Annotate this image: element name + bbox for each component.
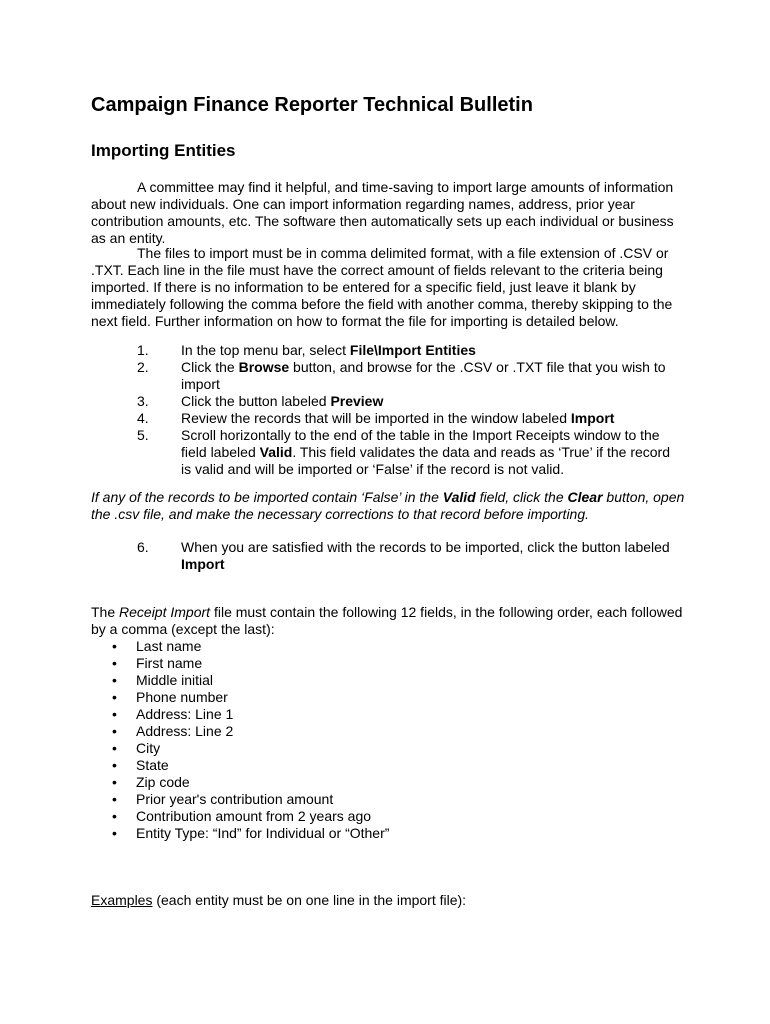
list-item [91, 757, 591, 774]
field-name: Phone number [136, 689, 228, 705]
list-item [91, 638, 591, 655]
list-item [91, 672, 591, 689]
text-line: about new individuals. One can import information regarding names, address, prior year [91, 196, 635, 212]
receipt-text: The [91, 604, 120, 620]
step-text: When you are satisfied with the records to be imported, click the button labeled [181, 539, 670, 555]
field-name: Address: Line 2 [136, 723, 234, 739]
steps-list [91, 342, 691, 478]
bullet-icon: • [112, 791, 117, 807]
note-text: If any of the records to be imported contain ‘False’ in the [91, 489, 443, 505]
field-name: State [136, 757, 169, 773]
step-text: Review the records that will be imported in the window labeled [181, 410, 571, 426]
step-text: Click the [181, 359, 239, 375]
bullet-icon: • [112, 655, 117, 671]
bullet-icon: • [112, 723, 117, 739]
valid-label: Valid [442, 489, 476, 505]
list-item [91, 393, 691, 410]
list-item [91, 706, 591, 723]
bullet-icon: • [112, 757, 117, 773]
intro-paragraph-1 [91, 179, 681, 247]
bullet-icon: • [112, 740, 117, 756]
step-text: button, and browse for the .CSV or .TXT file that you wish to [289, 359, 666, 375]
note-text: button, open [602, 489, 685, 505]
receipt-import-paragraph [91, 604, 681, 638]
step-text: In the top menu bar, select [181, 342, 350, 358]
text-line: immediately following the comma before the field with another comma, thereby skipping to the [91, 296, 673, 312]
bullet-icon: • [112, 638, 117, 654]
text-line: The files to import must be in comma delimited format, with a file extension of .CSV or [137, 245, 669, 261]
step-text: field labeled [181, 444, 260, 460]
list-item [91, 808, 591, 825]
text-line: imported. If there is no information to be entered for a specific field, just leave it blank by [91, 279, 636, 295]
list-item [91, 359, 691, 393]
bullet-icon: • [112, 706, 117, 722]
list-item [91, 723, 591, 740]
list-item [91, 740, 591, 757]
text-line: next field. Further information on how to format the file for importing is detailed below. [91, 313, 619, 329]
menu-path: File\Import Entities [349, 342, 476, 358]
field-name: Prior year's contribution amount [136, 791, 334, 807]
list-item [91, 791, 591, 808]
list-item [91, 342, 691, 359]
text-line: as an entity. [91, 230, 166, 246]
list-item [91, 410, 691, 427]
text-line: A committee may find it helpful, and time-saving to import large amounts of information [137, 179, 674, 195]
list-item [91, 774, 591, 791]
browse-label: Browse [238, 359, 290, 375]
warning-note [91, 489, 691, 523]
steps-list-continued [91, 539, 691, 573]
step-number: 3. [137, 393, 149, 409]
bullet-icon: • [112, 825, 117, 841]
step-text: Click the button labeled [181, 393, 331, 409]
step-number: 1. [137, 342, 149, 358]
receipt-text: by a comma (except the last): [91, 621, 275, 637]
field-name: Entity Type: “Ind” for Individual or “Other” [136, 825, 390, 841]
list-item [91, 539, 691, 573]
examples-heading [91, 892, 466, 909]
field-name: Last name [136, 638, 202, 654]
preview-label: Preview [330, 393, 384, 409]
step-number: 6. [137, 539, 149, 555]
step-text: is valid and will be imported or ‘False’ if the record is not valid. [181, 461, 565, 477]
import-window-label: Import [570, 410, 615, 426]
list-item [91, 825, 591, 842]
clear-label: Clear [567, 489, 603, 505]
examples-label: Examples [91, 892, 153, 908]
page-title: Campaign Finance Reporter Technical Bulletin [91, 94, 533, 116]
list-item [91, 427, 691, 478]
valid-label: Valid [259, 444, 293, 460]
bullet-icon: • [112, 774, 117, 790]
note-text: field, click the [475, 489, 568, 505]
examples-text: (each entity must be on one line in the import file): [152, 892, 467, 908]
receipt-text: file must contain the following 12 fields, in the following order, each followed [210, 604, 683, 620]
step-number: 2. [137, 359, 149, 375]
field-name: Address: Line 1 [136, 706, 234, 722]
intro-paragraph-2 [91, 245, 681, 330]
bullet-icon: • [112, 672, 117, 688]
field-name: City [136, 740, 161, 756]
step-text: import [181, 376, 220, 392]
step-text: . This field validates the data and reads as ‘True’ if the record [292, 444, 670, 460]
text-line: .TXT. Each line in the file must have the correct amount of fields relevant to the criteria being [91, 262, 663, 278]
step-text: Scroll horizontally to the end of the table in the Import Receipts window to the [181, 427, 660, 443]
step-number: 4. [137, 410, 149, 426]
field-name: Contribution amount from 2 years ago [136, 808, 372, 824]
receipt-import-term: Receipt Import [119, 604, 211, 620]
field-list [91, 638, 591, 842]
text-line: contribution amounts, etc. The software then automatically sets up each individual or business [91, 213, 674, 229]
field-name: Zip code [136, 774, 190, 790]
section-heading: Importing Entities [91, 141, 236, 160]
field-name: First name [136, 655, 203, 671]
list-item [91, 655, 591, 672]
field-name: Middle initial [136, 672, 214, 688]
note-text: the .csv file, and make the necessary corrections to that record before importing. [91, 506, 590, 522]
bullet-icon: • [112, 689, 117, 705]
step-number: 5. [137, 427, 149, 443]
bullet-icon: • [112, 808, 117, 824]
import-button-label: Import [181, 556, 225, 572]
list-item [91, 689, 591, 706]
